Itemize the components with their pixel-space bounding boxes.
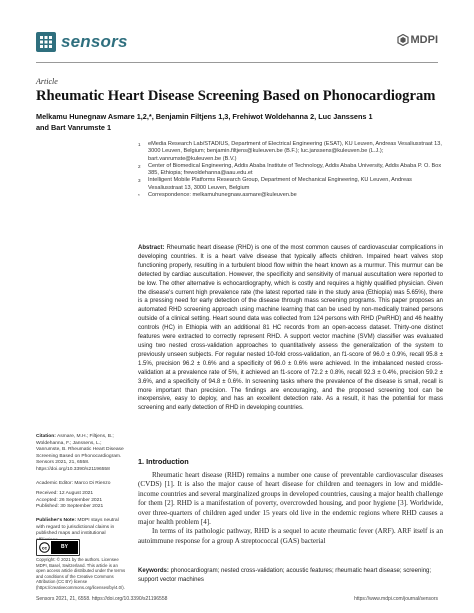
keywords xyxy=(138,567,443,585)
copyright-text xyxy=(36,557,128,591)
footer-citation[interactable]: Sensors 2021, 21, 6558. https://doi.org/10.3390/s21196558 xyxy=(36,596,168,602)
affiliation-item xyxy=(138,177,443,192)
svg-text:cc: cc xyxy=(41,545,47,551)
citation-text[interactable]: Asmare, M.H.; Filtjens, B.; Woldehanna, F.; Janssens, L.; Vanrumste, B. Rheumatic Heart Disease Screening Based on Phonocardiogram. Sensors 2021, 21, 6558. https://doi.org/10.3390/s21196558 xyxy=(36,434,124,472)
affiliation-number: 3 xyxy=(138,178,141,184)
article-type: Article xyxy=(36,77,58,86)
author-line-2: and Bart Vanrumste 1 xyxy=(36,123,112,132)
affiliation-text: Intelligent Mobile Platforms Research Group, Department of Mechanical Engineering, KU Leuven, Andreas Vesaliusstraat 13, 3000 Leuven, Belgium xyxy=(148,177,412,191)
affiliation-number: 2 xyxy=(138,163,141,169)
journal-logo[interactable] xyxy=(36,32,128,52)
journal-icon xyxy=(36,32,56,52)
correspondence-text[interactable]: Correspondence: melkamuhunegnaw.asmare@kuleuven.be xyxy=(148,192,297,199)
affiliation-text: Center of Biomedical Engineering, Addis Ababa Institute of Technology, Addis Ababa University, Addis Ababa P. O. Box 385, Ethiopia; frewoldehanna@aau.edu.et xyxy=(148,162,442,177)
cc-license-badge[interactable] xyxy=(36,539,80,556)
footer-journal-link[interactable]: https://www.mdpi.com/journal/sensors xyxy=(354,596,438,602)
journal-name: sensors xyxy=(61,32,128,51)
section-heading-introduction: 1. Introduction xyxy=(138,457,189,466)
publisher-note-label: Publisher's Note: xyxy=(36,518,77,523)
publisher-hexagon-icon xyxy=(397,34,409,46)
editor-block xyxy=(36,481,126,488)
author-list xyxy=(36,111,446,133)
publisher-note-text: MDPI stays neutral with regard to jurisdictional claims in published maps and institutional xyxy=(36,518,119,537)
affiliation-number: * xyxy=(138,193,140,199)
affiliations xyxy=(138,141,443,199)
editor-name: Marco Di Rienzo xyxy=(74,481,111,486)
citation-block xyxy=(36,434,126,474)
published-date: Published: 30 September 2021 xyxy=(36,504,104,510)
license-text: Copyright: © 2021 by the authors. Licensee MDPI, Basel, Switzerland. This article is an open access article distributed under the terms and conditions of the Creative Commons Attribution (CC BY) license (https://creativecommons.org/licenses/by/4.0/). xyxy=(36,557,126,590)
editor-label: Academic Editor: xyxy=(36,481,73,486)
abstract-label: Abstract: xyxy=(138,245,165,251)
received-date: Received: 12 August 2021 xyxy=(36,491,94,496)
affiliation-item xyxy=(138,141,443,163)
accepted-date: Accepted: 26 September 2021 xyxy=(36,497,103,503)
intro-paragraph-1: Rheumatic heart disease (RHD) remains a number one cause of preventable cardiovascular diseases (CVDS) [1]. It is also the major cause of heart disease for children and teenagers in low and middle-income countries and several marginalized groups in developed countries, causing a major health challenge for them [2]. RHD is a manifestation of poverty, overcrowded housing, and poor hygiene [3]. Worldwide, over three-quarters of children aged under 15 years old live in the endemic regions where RHD causes a major health problem [4]. xyxy=(138,471,443,527)
affiliation-item xyxy=(138,163,443,178)
header-divider xyxy=(36,62,438,63)
introduction-body xyxy=(138,471,443,546)
abstract xyxy=(138,244,443,413)
cc-icon xyxy=(37,541,51,554)
affiliation-number: 1 xyxy=(138,142,141,147)
keywords-text: phonocardiogram; nested cross-validation; acoustic features; rheumatic heart disease; screening; support vector machines xyxy=(138,568,432,583)
citation-label: Citation: xyxy=(36,434,56,439)
author-line-1: Melkamu Hunegnaw Asmare 1,2,*, Benjamin Filtjens 1,3, Frehiwot Woldehanna 2, Luc Janssens 1 xyxy=(36,112,373,121)
correspondence xyxy=(138,192,443,199)
affiliation-text: eMedia Research Lab/STADIUS, Department of Electrical Engineering (ESAT), KU Leuven, Andreas Vesaliusstraat 13, 3000 Leuven, Belgium; benjamin.filtjens@kuleuven.be (B.F.); luc.janssens@kuleuven.be (L.J.); bart.vanrumste@kuleuven.be (B.V.) xyxy=(148,141,442,162)
publisher-logo[interactable] xyxy=(397,34,439,46)
page-footer xyxy=(36,596,438,602)
keywords-label: Keywords: xyxy=(138,568,169,574)
dates-block xyxy=(36,491,126,511)
abstract-text: Rheumatic heart disease (RHD) is one of the most common causes of cardiovascular complications in developing countries. It is a heart valve disease that typically affects children. Impaired heart valves stop functioning properly, resulting in a turbulent blood flow within the heart known as a murmur. This murmur can be detected by cardiac auscultation. However, the specificity and sensitivity of manual auscultation were reported to be low. The other alternative is echocardiography, which is costly and requires a highly qualified physician. Given the disease's current high prevalence rate (the latest reported rate in the study area (Ethiopia) was 5.65%), there is a pressing need for early detection of the disease through mass screening programs. This paper proposes an automated RHD screening approach using machine learning that can be used by non-medically trained persons outside of a clinical setting. Heart sound data was collected from 124 persons with RHD (PwRHD) and 46 healthy controls (HC) in Ethiopia with an additional 81 HC records from an open-access dataset. Thirty-one distinct features were extracted to correctly represent RHD. A support vector machine (SVM) classifier was evaluated using two nested cross-validation approaches to quantitatively assess the generalization of the system to previously unseen subjects. For regular nested 10-fold cross-validation, an f1-score of 96.0 ± 0.9%, recall 95.8 ± 1.5%, precision 96.2 ± 0.6% and a specificity of 96.0 ± 0.6% were achieved. In the imbalanced nested cross-validation at a prevalence rate of 5%, it achieved an f1-score of 72.2 ± 0.8%, recall 92.3 ± 0.4%, precision 59.2 ± 3.6%, and a specificity of 94.8 ± 0.6%. In screening tasks where the prevalence of the disease is small, recall is more important than precision. The findings are encouraging, and the proposed screening tool can be inexpensive, easy to deploy, and has an excellent detection rate. As a result, it has the potential for mass screening and early detection of RHD in developing countries. xyxy=(138,245,443,412)
publisher-name: MDPI xyxy=(410,34,438,46)
intro-paragraph-2: In terms of its pathologic pathway, RHD is a sequel to acute rheumatic fever (ARF). ARF itself is an autoimmune response for a group A streptococcal (GAS) bacterial xyxy=(138,527,443,545)
article-title: Rheumatic Heart Disease Screening Based on Phonocardiogram xyxy=(36,88,436,104)
cc-by-label: BY xyxy=(51,541,78,554)
